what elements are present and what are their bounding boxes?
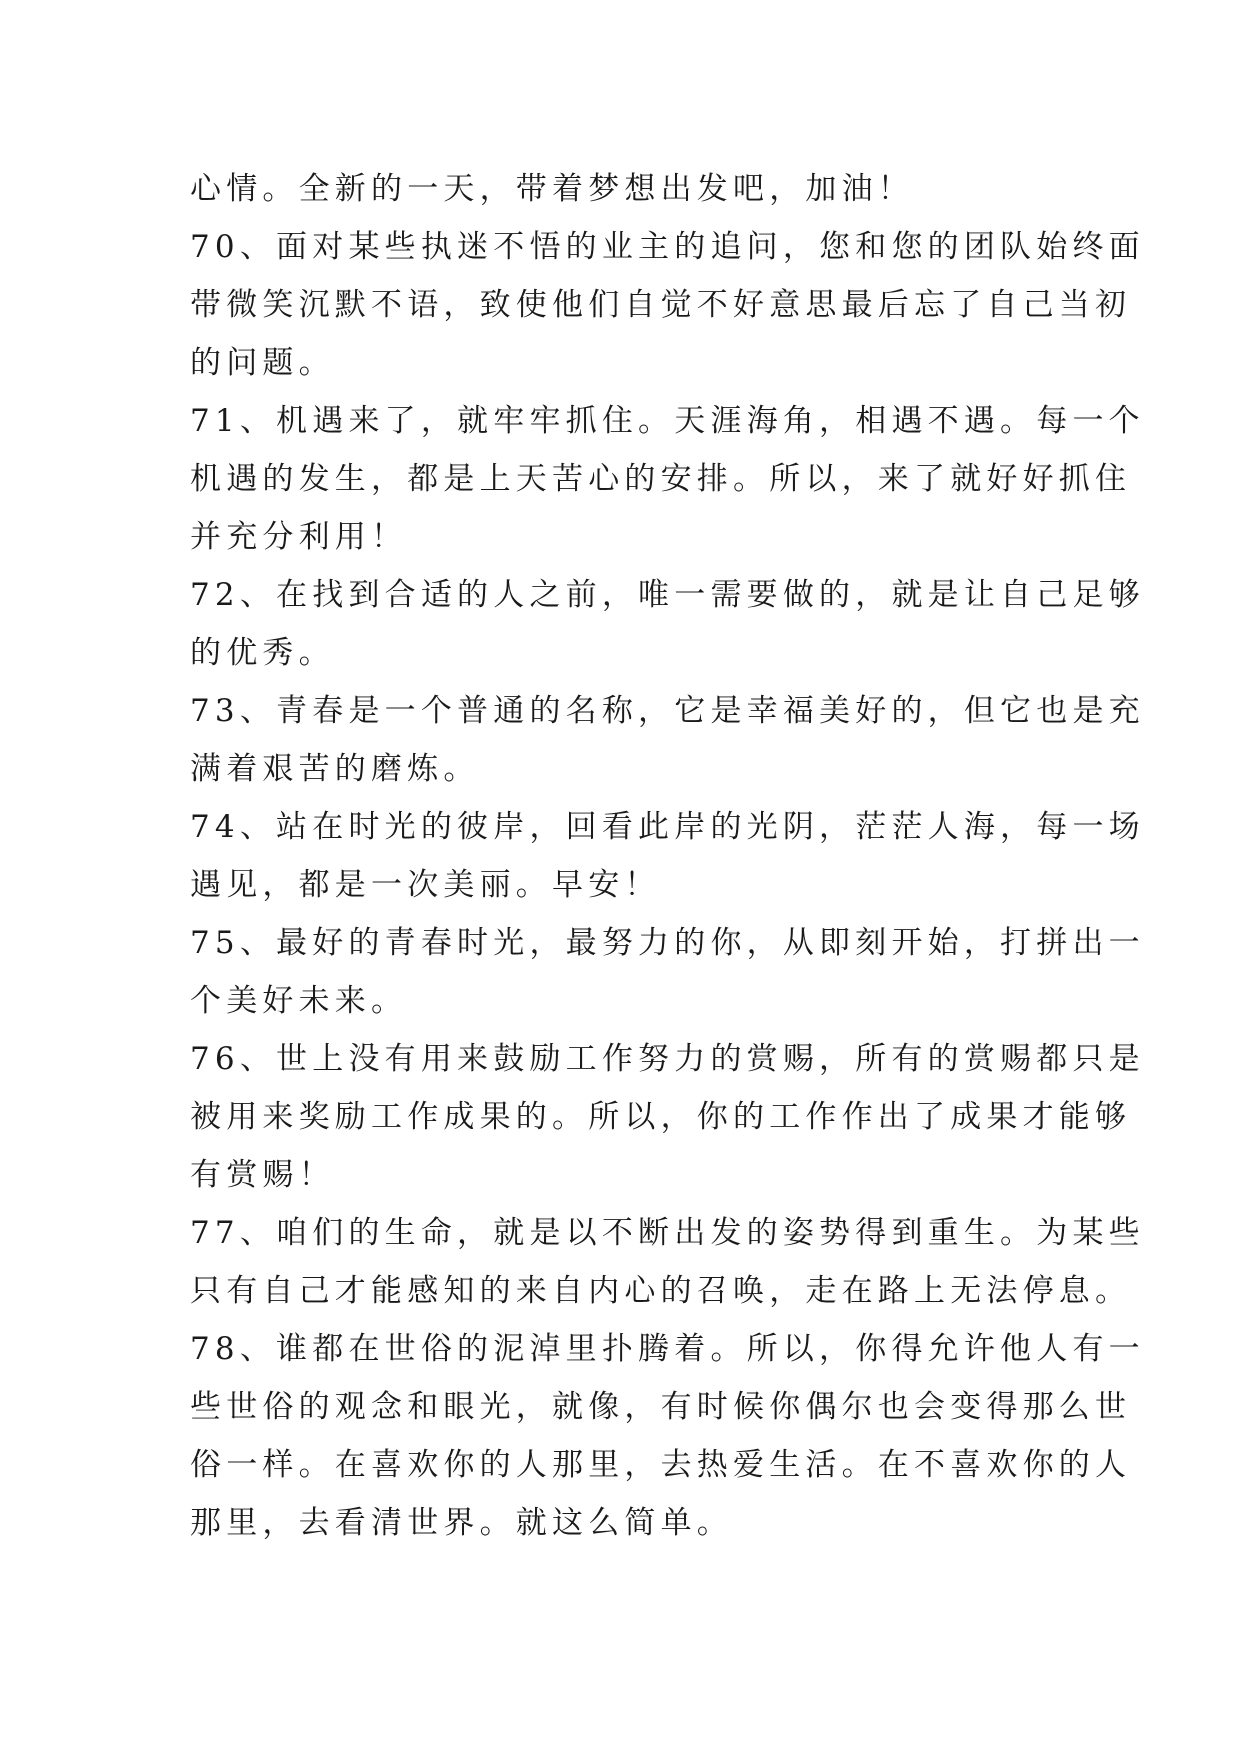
text-line: 俗一样。在喜欢你的人那里，去热爱生活。在不喜欢你的人 [190, 1447, 1132, 1483]
text-line: 有赏赐！ [190, 1157, 335, 1193]
text-line: 满着艰苦的磨炼。 [190, 751, 480, 787]
text-line: 带微笑沉默不语，致使他们自觉不好意思最后忘了自己当初 [190, 287, 1132, 323]
text-line: 遇见，都是一次美丽。早安！ [190, 867, 661, 903]
text-line: 77、咱们的生命，就是以不断出发的姿势得到重生。为某些 [190, 1215, 1145, 1251]
text-line: 78、谁都在世俗的泥淖里扑腾着。所以，你得允许他人有一 [190, 1331, 1145, 1367]
text-line: 的问题。 [190, 345, 335, 381]
text-line: 76、世上没有用来鼓励工作努力的赏赐，所有的赏赐都只是 [190, 1041, 1145, 1077]
text-line: 73、青春是一个普通的名称，它是幸福美好的，但它也是充 [190, 693, 1145, 729]
text-line: 被用来奖励工作成果的。所以，你的工作作出了成果才能够 [190, 1099, 1132, 1135]
text-line: 的优秀。 [190, 635, 335, 671]
text-line: 机遇的发生，都是上天苦心的安排。所以，来了就好好抓住 [190, 461, 1132, 497]
text-line: 只有自己才能感知的来自内心的召唤，走在路上无法停息。 [190, 1273, 1132, 1309]
text-line: 并充分利用！ [190, 519, 408, 555]
text-line: 74、站在时光的彼岸，回看此岸的光阴，茫茫人海，每一场 [190, 809, 1145, 845]
text-line: 72、在找到合适的人之前，唯一需要做的，就是让自己足够 [190, 577, 1145, 613]
text-line: 那里，去看清世界。就这么简单。 [190, 1505, 733, 1541]
text-line: 75、最好的青春时光，最努力的你，从即刻开始，打拼出一 [190, 925, 1145, 961]
text-line: 71、机遇来了，就牢牢抓住。天涯海角，相遇不遇。每一个 [190, 403, 1145, 439]
text-line: 心情。全新的一天，带着梦想出发吧，加油！ [190, 171, 914, 207]
document-body [190, 160, 1145, 1552]
text-line: 个美好未来。 [190, 983, 408, 1019]
text-line: 70、面对某些执迷不悟的业主的追问，您和您的团队始终面 [190, 229, 1145, 265]
text-line: 些世俗的观念和眼光，就像，有时候你偶尔也会变得那么世 [190, 1389, 1132, 1425]
